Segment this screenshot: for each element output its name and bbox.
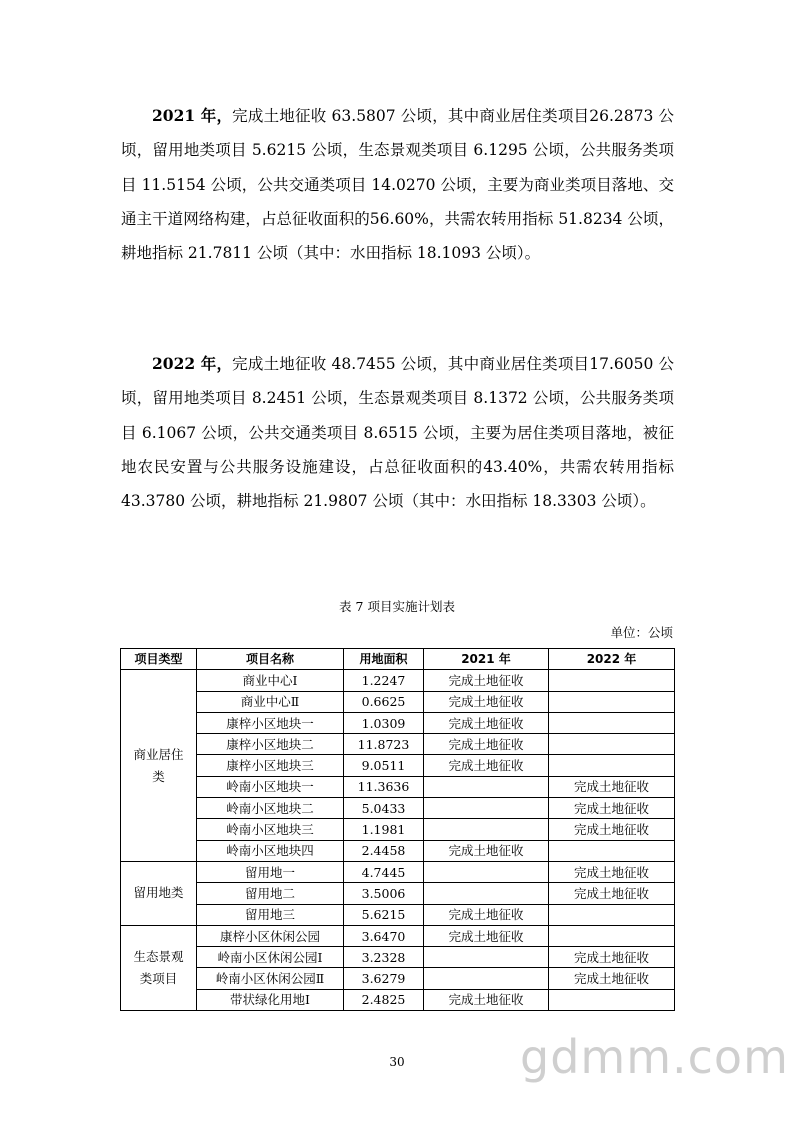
header-cell: 2022 年: [549, 649, 675, 670]
table-row: [121, 755, 675, 776]
table-row: [121, 691, 675, 712]
area-cell: 3.6279: [344, 968, 424, 989]
table-row: [121, 925, 675, 946]
project-name-cell: 岭南小区地块三: [197, 819, 344, 840]
project-name-cell: 岭南小区地块四: [197, 840, 344, 861]
status-cell-2021: [424, 968, 549, 989]
table-header-row: [121, 649, 675, 670]
status-cell-2022: [549, 712, 675, 733]
area-cell: 3.2328: [344, 947, 424, 968]
table-row: [121, 798, 675, 819]
paragraph-text: 完成土地征收 63.5807 公顷，其中商业居住类项目26.2873 公顷，留用地类项目 5.6215 公顷，生态景观类项目 6.1295 公顷，公共服务类项目 11.5154 公顷，公共交通类项目 14.0270 公顷，主要为商业类项目落地、交通主干道网络构建，占总征收面积的56.60%，共需农转用指标 51.8234 公顷，耕地指标 21.7811 公顷（其中：水田指标 18.1093 公顷）。: [121, 107, 674, 263]
table-row: [121, 968, 675, 989]
status-cell-2021: 完成土地征收: [424, 989, 549, 1010]
status-cell-2022: 完成土地征收: [549, 776, 675, 797]
status-cell-2022: [549, 691, 675, 712]
project-name-cell: 带状绿化用地Ⅰ: [197, 989, 344, 1010]
status-cell-2022: [549, 989, 675, 1010]
status-cell-2021: [424, 883, 549, 904]
project-name-cell: 康梓小区地块二: [197, 734, 344, 755]
status-cell-2022: [549, 904, 675, 925]
status-cell-2021: [424, 819, 549, 840]
paragraph-year: 2021 年，: [152, 106, 233, 125]
status-cell-2021: [424, 798, 549, 819]
paragraph-text: 完成土地征收 48.7455 公顷，其中商业居住类项目17.6050 公顷，留用地类项目 8.2451 公顷，生态景观类项目 8.1372 公顷，公共服务类项目 6.1067 公顷，公共交通类项目 8.6515 公顷，主要为居住类项目落地，被征地农民安置与公共服务设施建设，占总征收面积的43.40%，共需农转用指标 43.3780 公顷，耕地指标 21.9807 公顷（其中：水田指标 18.3303 公顷）。: [121, 355, 674, 511]
area-cell: 1.2247: [344, 670, 424, 691]
table-row: [121, 819, 675, 840]
project-name-cell: 康梓小区地块三: [197, 755, 344, 776]
project-plan-table: [120, 648, 675, 1011]
table-row: [121, 989, 675, 1010]
area-cell: 5.6215: [344, 904, 424, 925]
category-cell: 生态景观类项目: [121, 925, 197, 1010]
area-cell: 5.0433: [344, 798, 424, 819]
project-name-cell: 商业中心Ⅰ: [197, 670, 344, 691]
status-cell-2022: [549, 755, 675, 776]
paragraph-2021: [121, 99, 674, 270]
area-cell: 2.4458: [344, 840, 424, 861]
status-cell-2021: [424, 861, 549, 882]
project-name-cell: 岭南小区地块二: [197, 798, 344, 819]
area-cell: 3.5006: [344, 883, 424, 904]
category-cell: 商业居住类: [121, 670, 197, 862]
status-cell-2021: 完成土地征收: [424, 904, 549, 925]
project-name-cell: 商业中心Ⅱ: [197, 691, 344, 712]
status-cell-2021: 完成土地征收: [424, 840, 549, 861]
header-cell: 项目类型: [121, 649, 197, 670]
area-cell: 4.7445: [344, 861, 424, 882]
area-cell: 11.8723: [344, 734, 424, 755]
header-cell: 项目名称: [197, 649, 344, 670]
table-row: [121, 840, 675, 861]
status-cell-2022: [549, 925, 675, 946]
status-cell-2021: 完成土地征收: [424, 670, 549, 691]
status-cell-2022: 完成土地征收: [549, 798, 675, 819]
status-cell-2022: [549, 670, 675, 691]
project-name-cell: 岭南小区地块一: [197, 776, 344, 797]
project-name-cell: 康梓小区地块一: [197, 712, 344, 733]
status-cell-2022: 完成土地征收: [549, 819, 675, 840]
header-cell: 2021 年: [424, 649, 549, 670]
status-cell-2021: 完成土地征收: [424, 712, 549, 733]
table-body: [121, 670, 675, 1011]
table-unit: 单位：公顷: [610, 625, 673, 640]
project-name-cell: 岭南小区休闲公园Ⅰ: [197, 947, 344, 968]
table-row: [121, 947, 675, 968]
project-name-cell: 岭南小区休闲公园Ⅱ: [197, 968, 344, 989]
header-cell: 用地面积: [344, 649, 424, 670]
status-cell-2022: 完成土地征收: [549, 947, 675, 968]
status-cell-2022: 完成土地征收: [549, 883, 675, 904]
table-row: [121, 712, 675, 733]
project-name-cell: 留用地二: [197, 883, 344, 904]
area-cell: 1.1981: [344, 819, 424, 840]
area-cell: 9.0511: [344, 755, 424, 776]
page-number: 30: [389, 1055, 405, 1069]
project-name-cell: 留用地一: [197, 861, 344, 882]
status-cell-2021: 完成土地征收: [424, 755, 549, 776]
table-row: [121, 883, 675, 904]
status-cell-2021: [424, 776, 549, 797]
paragraph-2022: [121, 347, 674, 518]
paragraph-year: 2022 年，: [152, 354, 233, 373]
status-cell-2022: [549, 734, 675, 755]
project-name-cell: 康梓小区休闲公园: [197, 925, 344, 946]
table-row: [121, 734, 675, 755]
status-cell-2021: 完成土地征收: [424, 691, 549, 712]
area-cell: 0.6625: [344, 691, 424, 712]
project-name-cell: 留用地三: [197, 904, 344, 925]
table-row: [121, 670, 675, 691]
status-cell-2022: [549, 840, 675, 861]
area-cell: 1.0309: [344, 712, 424, 733]
status-cell-2022: 完成土地征收: [549, 968, 675, 989]
watermark: gdmm.com: [520, 1030, 789, 1084]
area-cell: 11.3636: [344, 776, 424, 797]
table-row: [121, 904, 675, 925]
area-cell: 3.6470: [344, 925, 424, 946]
table-row: [121, 861, 675, 882]
area-cell: 2.4825: [344, 989, 424, 1010]
status-cell-2021: [424, 947, 549, 968]
table-row: [121, 776, 675, 797]
status-cell-2021: 完成土地征收: [424, 925, 549, 946]
category-cell: 留用地类: [121, 861, 197, 925]
status-cell-2021: 完成土地征收: [424, 734, 549, 755]
table-caption: 表 7 项目实施计划表: [339, 599, 455, 614]
status-cell-2022: 完成土地征收: [549, 861, 675, 882]
